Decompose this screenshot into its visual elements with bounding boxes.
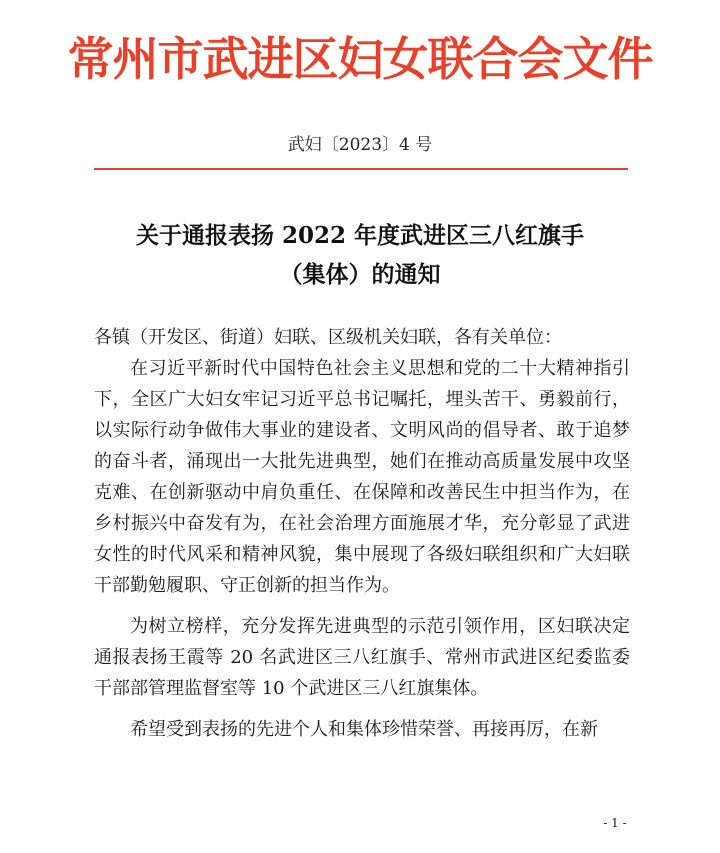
body-paragraph-1: 在习近平新时代中国特色社会主义思想和党的二十大精神指引下，全区广大妇女牢记习近平总书记嘱托，埋头苦干、勇毅前行，以实际行动争做伟大事业的建设者、文明风尚的倡导者、敢于追梦的奋斗者，涌现出一大批先进典型，她们在推动高质量发展中攻坚克难、在创新驱动中肩负重任、在保障和改善民生中担当作为，在乡村振兴中奋发有为，在社会治理方面施展才华，充分彰显了武进女性的时代风采和精神风貌，集中展现了各级妇联组织和广大妇联干部勤勉履职、守正创新的担当作为。 [94,358,630,596]
salutation: 各镇（开发区、街道）妇联、区级机关妇联，各有关单位： [94,327,562,348]
document-title [60,216,660,294]
page-number: - 1 - [603,816,627,830]
body-paragraph-3: 希望受到表扬的先进个人和集体珍惜荣誉、再接再厉，在新 [130,719,598,740]
issuer-header: 常州市武进区妇女联合会文件 [67,32,653,86]
title-line-1: 关于通报表扬 2022 年度武进区三八红旗手 [135,222,585,249]
red-divider-line [94,168,628,170]
document-number: 武妇〔2023〕4 号 [287,135,433,155]
body-paragraph-2: 为树立榜样，充分发挥先进典型的示范引领作用，区妇联决定通报表扬王霞等 20 名武进区三八红旗手、常州市武进区纪委监委干部部管理监督室等 10 个武进区三八红旗集体。 [94,616,630,699]
title-line-2: （集体）的通知 [279,261,441,288]
document-body [94,322,630,745]
